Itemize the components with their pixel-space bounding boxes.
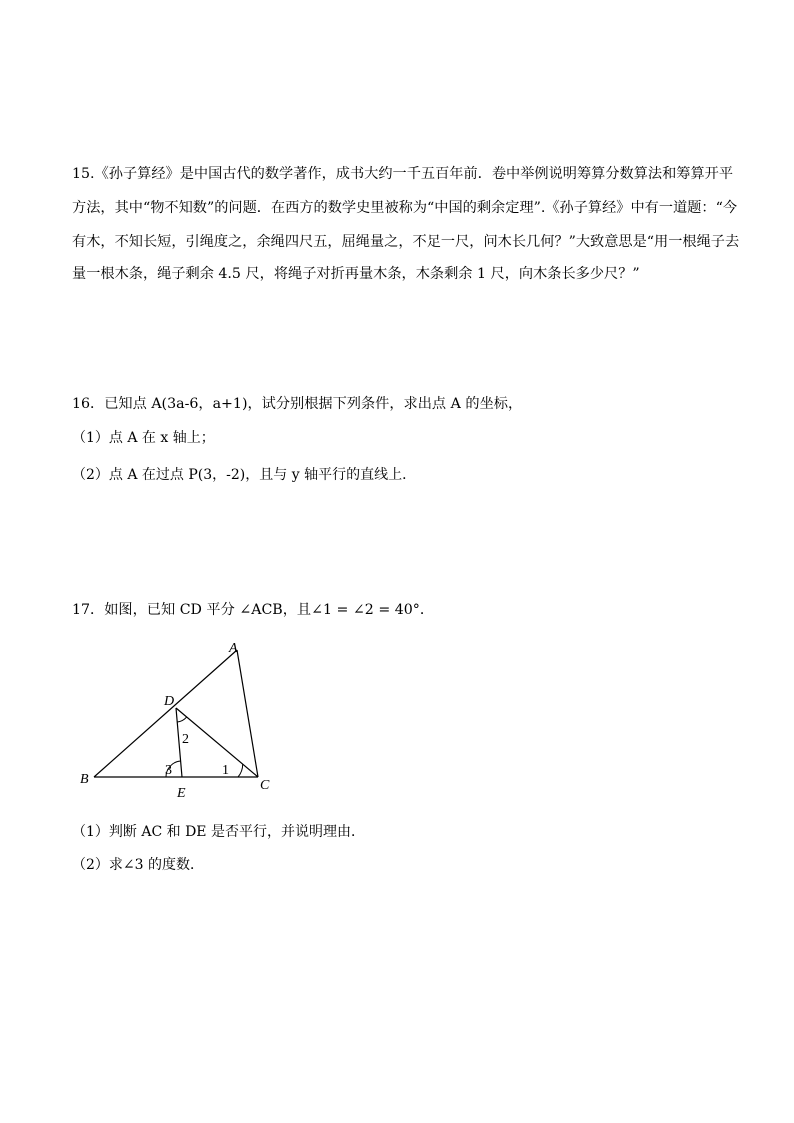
triangle-diagram [72,630,292,810]
q17-stem: 17．如图，已知 CD 平分 ∠ACB，且∠1 = ∠2 = 40°． [72,602,435,618]
q15-line-1: 15.《孙子算经》是中国古代的数学著作，成书大约一千五百年前．卷中举例说明筹算分数算法和筹算开平 [72,166,734,182]
label-angle-3: 3 [165,763,172,778]
q17-part-1: （1）判断 AC 和 DE 是否平行，并说明理由． [72,824,365,840]
label-angle-2: 2 [182,732,189,747]
label-a: A [229,641,238,656]
q15-line-2: 方法，其中“物不知数”的问题．在西方的数学史里被称为“中国的剩余定理”.《孙子算经》中有一道题：“今 [72,200,738,216]
label-d: D [164,694,175,709]
label-c: C [260,778,270,793]
q16-part-2: （2）点 A 在过点 P(3，-2)，且与 y 轴平行的直线上． [72,467,417,483]
angle-1-arc [238,764,243,777]
label-b: B [80,772,89,787]
q16-stem: 16．已知点 A(3a-6，a+1)，试分别根据下列条件，求出点 A 的坐标， [72,396,523,412]
triangle-figure [72,630,292,814]
label-angle-1: 1 [222,763,229,778]
q15-line-3: 有木，不知长短，引绳度之，余绳四尺五，屈绳量之，不足一尺，问木长几何？”大致意思是“用一根绳子去 [72,234,740,250]
segment-ba [94,650,237,777]
segment-ac [237,650,258,777]
angle-2-arc [177,717,186,722]
q17-part-2: （2）求∠3 的度数． [72,857,204,873]
label-e: E [177,786,186,801]
q15-line-4: 量一根木条，绳子剩余 4.5 尺，将绳子对折再量木条，木条剩余 1 尺，向木条长多少尺？” [72,266,640,282]
q16-part-1: （1）点 A 在 x 轴上； [72,430,215,446]
